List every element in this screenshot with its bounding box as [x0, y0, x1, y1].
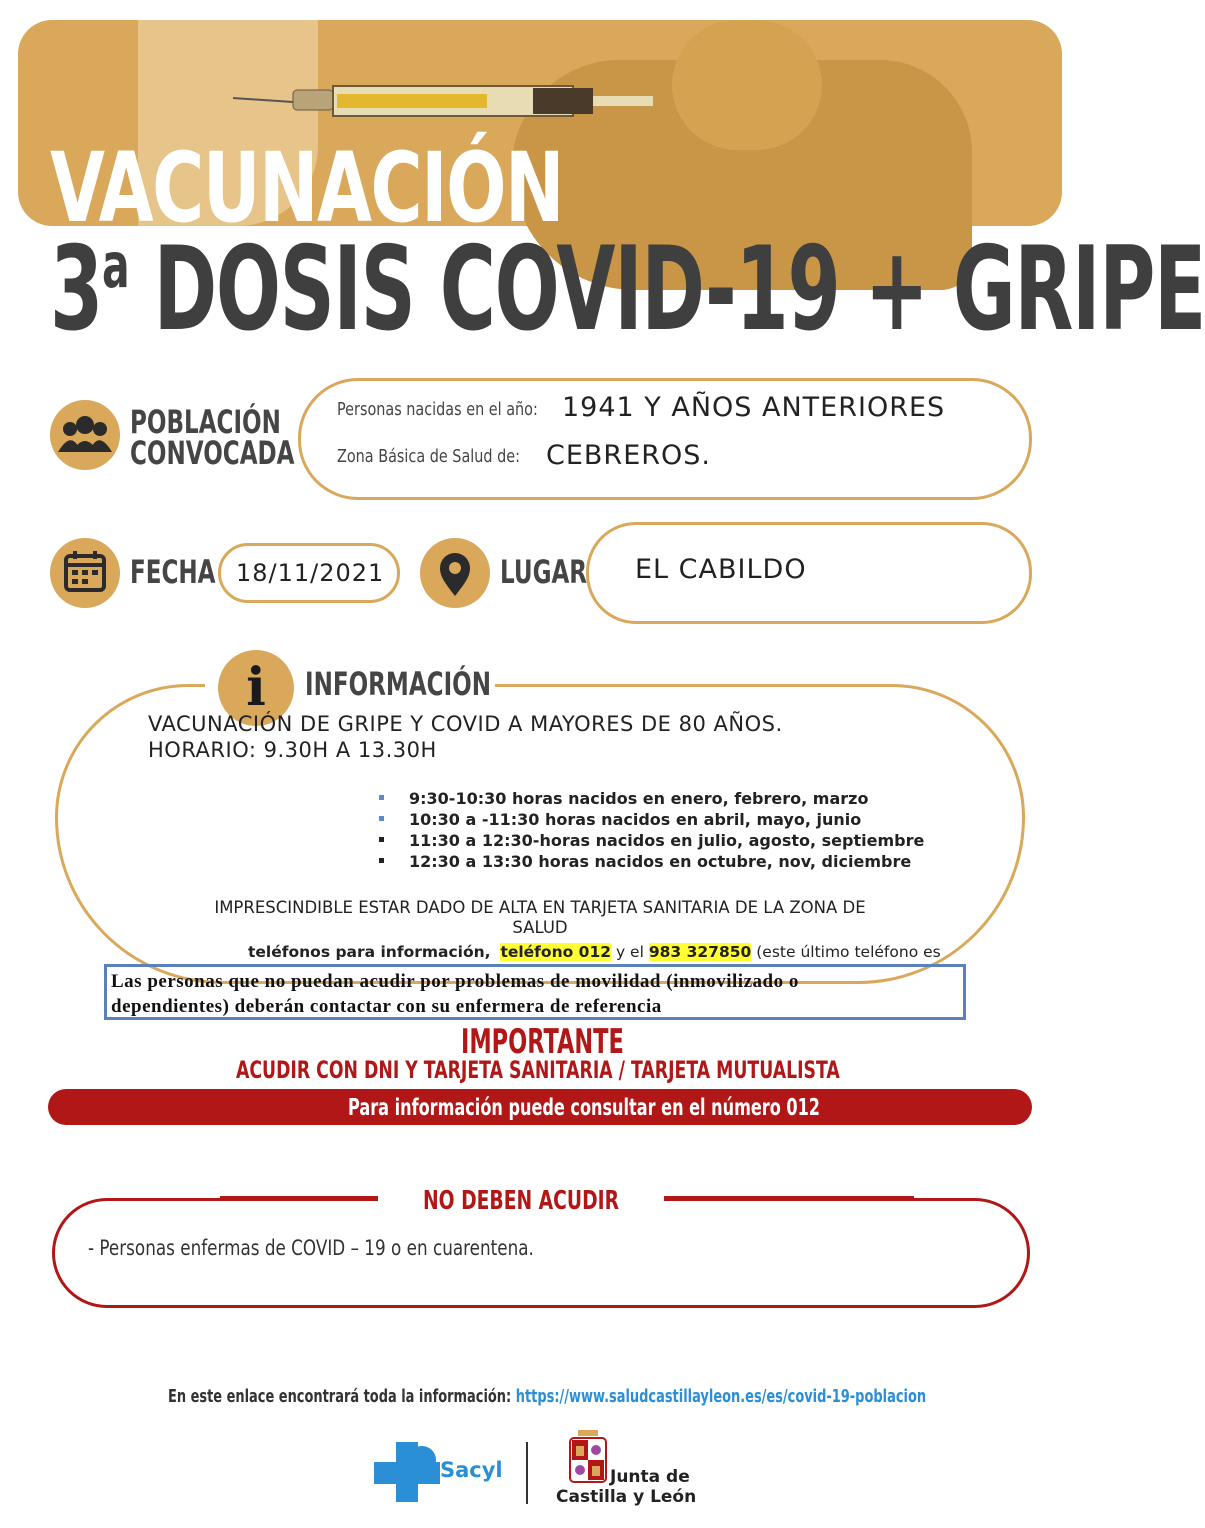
mobility-notice: Las personas que no puedan acudir por problemas de movilidad (inmovilizado o dependientes) deberán contactar con su enfermera de referencia	[104, 964, 966, 1020]
coat-of-arms-icon	[566, 1430, 610, 1486]
calendar-icon	[50, 538, 120, 608]
schedule-item: 11:30 a 12:30-horas nacidos en julio, agosto, septiembre	[409, 831, 924, 850]
info-phone-bar	[48, 1089, 1032, 1125]
requirement-text: IMPRESCINDIBLE ESTAR DADO DE ALTA EN TARJETA SANITARIA DE LA ZONA DE SALUD	[214, 898, 866, 937]
schedule-item: 12:30 a 13:30 horas nacidos en octubre, nov, diciembre	[409, 852, 911, 871]
fecha-value: 18/11/2021	[236, 559, 385, 587]
phone-983[interactable]: 983 327850	[648, 943, 752, 961]
no-deben-item: - Personas enfermas de COVID – 19 o en cuarentena.	[88, 1236, 534, 1260]
zone-value: CEBREROS.	[546, 440, 711, 471]
fecha-label: FECHA	[130, 553, 216, 591]
info-phone-bar-text: Para información puede consultar en el número 012	[348, 1095, 821, 1121]
syringe-icon	[233, 60, 653, 140]
importante-subtitle: ACUDIR CON DNI Y TARJETA SANITARIA / TARJETA MUTUALISTA	[236, 1056, 840, 1084]
lugar-label: LUGAR	[500, 553, 588, 591]
phones-line: teléfonos para información, teléfono 012 y el 983 327850 (este último teléfono es	[248, 943, 941, 961]
footer-link[interactable]: https://www.saludcastillayleon.es/es/covid-19-poblacion	[515, 1386, 927, 1407]
sacyl-cross-icon	[372, 1440, 442, 1504]
importante-title: IMPORTANTE	[461, 1022, 624, 1062]
poblacion-label-1: POBLACIÓN	[130, 403, 281, 441]
born-label: Personas nacidas en el año:	[337, 399, 538, 420]
title-dosis: 3$^a$ DOSIS COVID-19 + GRIPE	[50, 222, 1205, 357]
schedule-item: 9:30-10:30 horas nacidos en enero, febrero, marzo	[409, 789, 868, 808]
junta-logo: Junta de Castilla y León	[556, 1430, 696, 1510]
group-icon	[50, 400, 120, 470]
phone-012[interactable]: teléfono 012	[500, 943, 612, 961]
poblacion-label-2: CONVOCADA	[130, 434, 295, 472]
lugar-value: EL CABILDO	[635, 554, 807, 585]
info-line-2: HORARIO: 9.30H A 13.30H	[148, 738, 437, 762]
informacion-title: INFORMACIÓN	[305, 665, 492, 703]
schedule-item: 10:30 a -11:30 horas nacidos en abril, mayo, junio	[409, 810, 861, 829]
sacyl-logo: Sacyl	[372, 1440, 502, 1504]
info-line-1: VACUNACIÓN DE GRIPE Y COVID A MAYORES DE 80 AÑOS.	[148, 712, 783, 736]
footer-link-line: En este enlace encontrará toda la información: https://www.saludcastillayleon.es/es/covid-19-poblacion	[168, 1386, 927, 1407]
info-icon: i	[218, 650, 294, 726]
title-vacunacion: VACUNACIÓN	[50, 132, 564, 244]
born-value: 1941 Y AÑOS ANTERIORES	[562, 392, 946, 423]
no-deben-title: NO DEBEN ACUDIR	[423, 1186, 620, 1216]
zone-label: Zona Básica de Salud de:	[337, 446, 520, 467]
location-pin-icon	[420, 538, 490, 608]
